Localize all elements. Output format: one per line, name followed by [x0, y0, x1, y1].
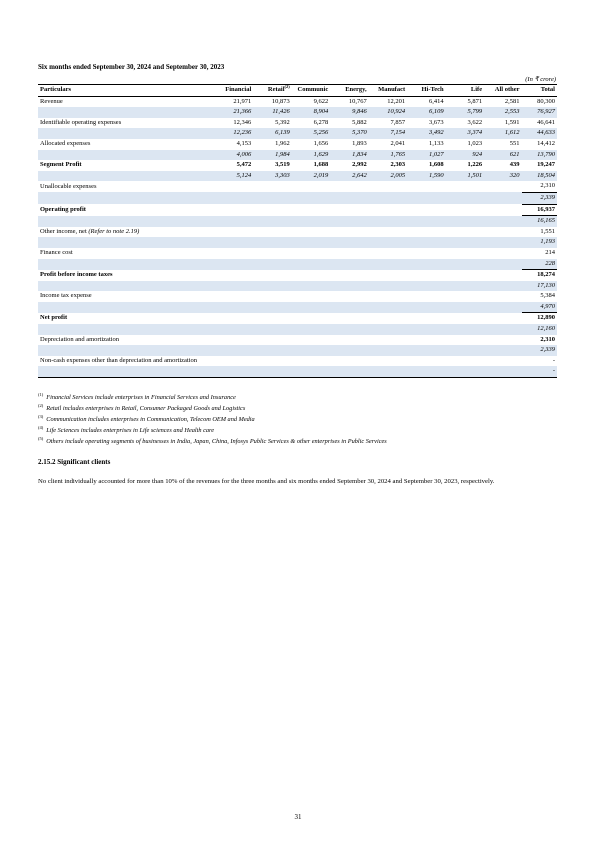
cell-total-current: 5,384 — [540, 292, 555, 300]
row-label-empty — [38, 324, 522, 335]
footnote — [38, 436, 558, 447]
header-col — [292, 85, 330, 97]
row-label-empty — [38, 107, 216, 118]
cell-prior: 1,612 — [484, 128, 521, 139]
table-header-row — [38, 85, 557, 97]
cell-total-current: 1,551 — [540, 227, 555, 235]
cell-prior: 7,154 — [369, 128, 407, 139]
row-label-empty — [38, 366, 522, 377]
cell-current: 1,688 — [313, 161, 329, 169]
cell-prior: 1,629 — [292, 150, 330, 161]
cell-prior: 1,590 — [407, 171, 445, 182]
cell-prior: 6,139 — [253, 128, 291, 139]
cell-prior: 11,426 — [253, 107, 291, 118]
table-row-prior-year — [38, 192, 557, 204]
header-col-sup: (2) — [284, 84, 290, 89]
table-row — [38, 335, 557, 346]
cell-prior: 924 — [446, 150, 484, 161]
table-row-prior-year — [38, 302, 557, 313]
cell-total-prior: 16,165 — [522, 216, 557, 227]
cell-prior: 10,924 — [369, 107, 407, 118]
cell-current: 21,971 — [233, 97, 252, 105]
page-number: 31 — [294, 813, 302, 821]
cell-current: 1,962 — [275, 139, 290, 147]
header-col — [330, 85, 368, 97]
row-label-empty — [38, 192, 522, 204]
cell-total-current: 214 — [545, 248, 555, 256]
cell-current: 1,133 — [429, 139, 444, 147]
cell-total-prior: 2,339 — [522, 345, 557, 356]
row-label-empty — [38, 237, 522, 248]
row-label — [38, 270, 522, 281]
cell-prior: 5,370 — [330, 128, 368, 139]
table-row-prior-year — [38, 128, 557, 139]
table-row — [38, 139, 557, 150]
cell-total-current: 2,310 — [540, 182, 555, 190]
cell-prior: 621 — [484, 150, 521, 161]
row-label — [38, 227, 522, 238]
cell-prior: 12,236 — [216, 128, 253, 139]
row-label-text: Income tax expense — [40, 292, 92, 300]
cell-current: 2,581 — [504, 97, 520, 105]
cell-prior: 8,904 — [292, 107, 330, 118]
cell-prior: 3,492 — [407, 128, 445, 139]
cell-prior: 4,006 — [216, 150, 253, 161]
table-row — [38, 291, 557, 302]
table-row — [38, 204, 557, 216]
row-label: Revenue — [40, 97, 63, 105]
table-row-prior-year — [38, 259, 557, 270]
footnote — [38, 414, 558, 425]
footnote — [38, 392, 558, 403]
cell-current: 2,992 — [352, 161, 367, 169]
cell-current: 12,201 — [387, 97, 406, 105]
cell-prior: 2,019 — [292, 171, 330, 182]
table-row — [38, 160, 557, 171]
cell-prior: 5,799 — [446, 107, 484, 118]
cell-current: 12,346 — [233, 118, 252, 126]
table-row — [38, 118, 557, 129]
header-col — [484, 85, 521, 97]
cell-current: 2,303 — [390, 161, 406, 169]
table-title: Six months ended September 30, 2024 and September 30, 2023 — [38, 63, 225, 71]
header-particulars: Particulars — [38, 85, 216, 97]
row-label-text: Non-cash expenses other than depreciation and amortization — [40, 356, 198, 364]
header-col-label: Total — [540, 86, 555, 93]
cell-current: 5,392 — [275, 118, 290, 126]
cell-prior: 18,504 — [522, 171, 557, 182]
header-col — [522, 85, 557, 97]
cell-prior: 320 — [484, 171, 521, 182]
cell-current: 80,300 — [537, 97, 555, 105]
table-row-prior-year — [38, 107, 557, 118]
footnote — [38, 403, 558, 414]
cell-prior: 2,553 — [484, 107, 521, 118]
cell-current: 7,857 — [390, 118, 406, 126]
header-col-label: All other — [494, 86, 520, 93]
row-label-text: Depreciation and amortization — [40, 335, 120, 343]
cell-current: 14,412 — [537, 139, 555, 147]
cell-current: 19,247 — [537, 161, 555, 169]
header-col-label: Communic — [297, 86, 329, 93]
row-label — [38, 291, 522, 302]
table-row — [38, 356, 557, 367]
cell-total-prior: 12,160 — [522, 324, 557, 335]
header-col — [369, 85, 407, 97]
table-row-prior-year — [38, 345, 557, 356]
header-col-label: Life — [470, 86, 483, 93]
cell-current: 6,278 — [313, 118, 329, 126]
row-label: Allocated expenses — [40, 139, 91, 147]
cell-prior: 3,303 — [253, 171, 291, 182]
cell-current: 4,153 — [236, 139, 252, 147]
cell-current: 1,893 — [352, 139, 367, 147]
table-row-prior-year — [38, 324, 557, 335]
row-label: Identifiable operating expenses — [40, 118, 122, 126]
table-row-prior-year — [38, 171, 557, 182]
cell-total-prior: 2,339 — [522, 192, 557, 204]
row-label — [38, 181, 522, 192]
row-label-empty — [38, 150, 216, 161]
cell-current: 5,871 — [467, 97, 483, 105]
row-label-text: Other income, net — [40, 227, 89, 235]
cell-prior: 5,256 — [292, 128, 330, 139]
cell-prior: 2,005 — [369, 171, 407, 182]
table-row-prior-year — [38, 366, 557, 377]
row-label: Segment Profit — [40, 161, 82, 169]
footnote-text: Life Sciences includes enterprises in Life sciences and Health care — [46, 427, 215, 434]
cell-total-prior: 17,130 — [522, 281, 557, 292]
header-col-label: Financial — [225, 86, 252, 93]
footnote-marker: (1) — [38, 391, 44, 397]
cell-prior: 5,124 — [216, 171, 253, 182]
cell-prior: 6,109 — [407, 107, 445, 118]
row-label — [38, 204, 522, 216]
footnote — [38, 425, 558, 436]
cell-total-current: 12,890 — [522, 313, 557, 324]
row-label-empty — [38, 171, 216, 182]
cell-current: 3,519 — [275, 161, 290, 169]
segment-table — [38, 84, 557, 378]
table-row — [38, 227, 557, 238]
cell-current: 439 — [509, 161, 520, 169]
cell-current: 1,608 — [429, 161, 444, 169]
header-col-label: Manufact — [378, 86, 406, 93]
cell-total-prior: - — [522, 366, 557, 377]
section-heading: 2.15.2 Significant clients — [38, 458, 111, 466]
cell-total-prior: 228 — [522, 259, 557, 270]
cell-prior: 3,374 — [446, 128, 484, 139]
row-label-empty — [38, 345, 522, 356]
footnote-text: Financial Services include enterprises in Financial Services and Insurance — [46, 394, 236, 401]
row-label-text: Operating profit — [40, 205, 86, 213]
cell-total-current: 16,937 — [522, 204, 557, 216]
table-row — [38, 270, 557, 281]
cell-current: 46,641 — [537, 118, 555, 126]
footnote-text: Communication includes enterprises in Communication, Telecom OEM and Media — [46, 416, 255, 423]
cell-prior: 2,642 — [330, 171, 368, 182]
header-col — [407, 85, 445, 97]
table-row — [38, 248, 557, 259]
header-col-label: Retail — [267, 86, 285, 93]
section-paragraph: No client individually accounted for more than 10% of the revenues for the three months and six months ended September 30, 2024 and September 30, 2023, respectively. — [38, 478, 495, 485]
cell-prior: 44,633 — [522, 128, 557, 139]
row-label-empty — [38, 259, 522, 270]
cell-current: 5,472 — [236, 161, 252, 169]
cell-prior: 1,765 — [369, 150, 407, 161]
row-label-note: (Refer to note 2.19) — [88, 227, 140, 235]
footnote-marker: (2) — [38, 402, 44, 408]
row-label — [38, 313, 522, 324]
cell-prior: 1,027 — [407, 150, 445, 161]
cell-prior: 21,366 — [216, 107, 253, 118]
cell-current: 3,622 — [467, 118, 483, 126]
row-label — [38, 248, 522, 259]
cell-current: 10,767 — [348, 97, 367, 105]
cell-prior: 1,834 — [330, 150, 368, 161]
cell-current: 3,673 — [429, 118, 444, 126]
table-row — [38, 313, 557, 324]
cell-total-current: - — [552, 356, 555, 364]
cell-prior: 13,790 — [522, 150, 557, 161]
cell-prior: 1,501 — [446, 171, 484, 182]
cell-current: 10,873 — [271, 97, 290, 105]
table-row — [38, 96, 557, 107]
cell-current: 2,041 — [390, 139, 406, 147]
table-body — [38, 96, 557, 377]
row-label-empty — [38, 281, 522, 292]
cell-current: 551 — [509, 139, 520, 147]
cell-prior: 1,984 — [253, 150, 291, 161]
footnote-marker: (3) — [38, 413, 44, 419]
cell-current: 1,656 — [313, 139, 329, 147]
unit-note: (In ₹ crore) — [525, 76, 556, 83]
row-label-empty — [38, 302, 522, 313]
row-label — [38, 335, 522, 346]
footnote-marker: (5) — [38, 435, 44, 441]
cell-prior: 9,846 — [330, 107, 368, 118]
header-col — [446, 85, 484, 97]
cell-current: 1,591 — [504, 118, 520, 126]
cell-current: 6,414 — [429, 97, 444, 105]
cell-total-prior: 1,193 — [522, 237, 557, 248]
cell-current: 5,882 — [352, 118, 367, 126]
row-label-text: Unallocable expenses — [40, 182, 97, 190]
header-col — [253, 85, 291, 97]
footnotes — [38, 392, 558, 447]
table-row-prior-year — [38, 237, 557, 248]
cell-total-current: 18,274 — [522, 270, 557, 281]
row-label-empty — [38, 216, 522, 227]
table-row-prior-year — [38, 216, 557, 227]
row-label-text: Finance cost — [40, 248, 73, 256]
row-label-text: Profit before income taxes — [40, 270, 113, 278]
row-label — [38, 356, 522, 367]
header-col — [216, 85, 253, 97]
cell-total-current: 2,310 — [540, 335, 555, 343]
row-label-text: Net profit — [40, 314, 68, 322]
header-col-label: Energy, — [345, 86, 367, 93]
table-row-prior-year — [38, 150, 557, 161]
cell-current: 1,023 — [467, 139, 483, 147]
header-col-label: Hi-Tech — [421, 86, 444, 93]
cell-prior: 76,927 — [522, 107, 557, 118]
cell-total-prior: 4,970 — [522, 302, 557, 313]
row-label-empty — [38, 128, 216, 139]
footnote-marker: (4) — [38, 424, 44, 430]
footnote-text: Retail includes enterprises in Retail, Consumer Packaged Goods and Logistics — [46, 405, 246, 412]
cell-current: 1,226 — [467, 161, 483, 169]
cell-current: 9,622 — [313, 97, 329, 105]
footnote-text: Others include operating segments of businesses in India, Japan, China, Infosys Public Services & other enterprises in Public Services — [46, 438, 387, 445]
table-row — [38, 181, 557, 192]
table-row-prior-year — [38, 281, 557, 292]
